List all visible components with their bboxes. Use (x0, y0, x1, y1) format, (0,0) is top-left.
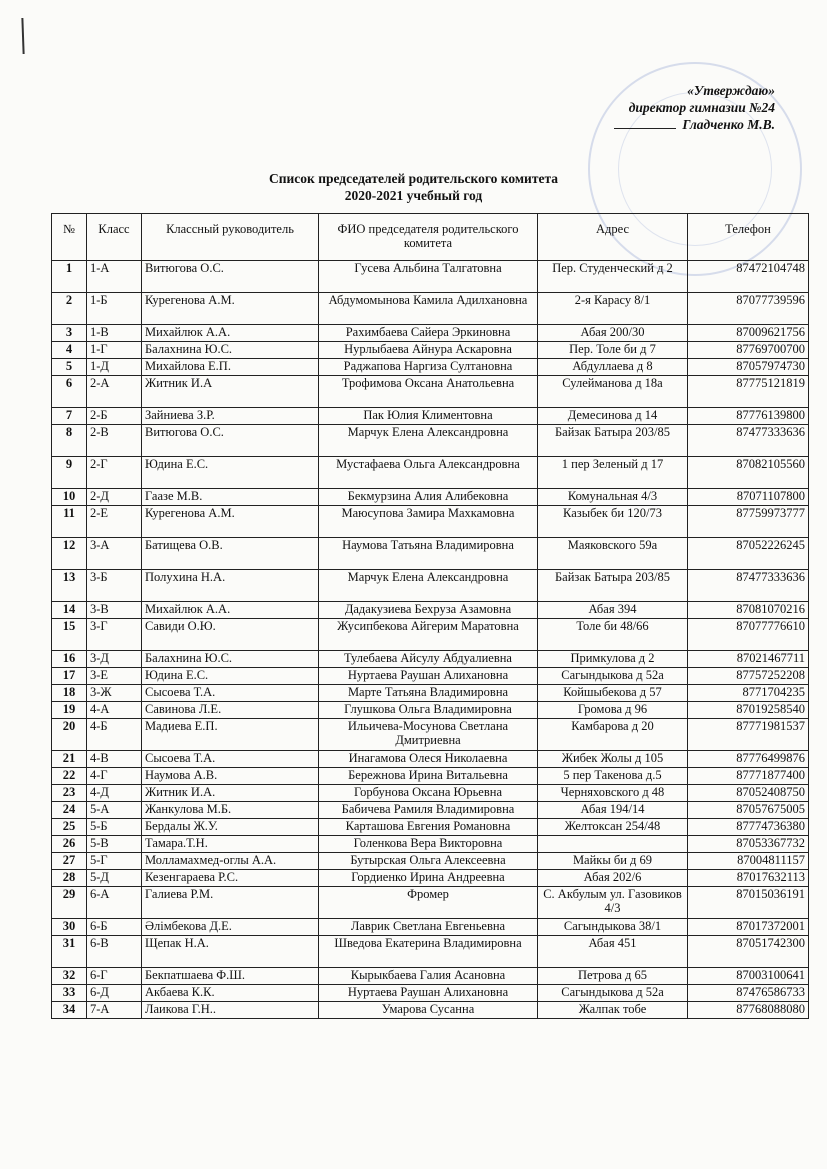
row-teacher: Лаикова Г.Н.. (142, 1002, 319, 1019)
row-class: 4-В (87, 751, 142, 768)
row-class: 3-Е (87, 668, 142, 685)
row-chairman: Карташова Евгения Романовна (319, 819, 538, 836)
row-class: 3-А (87, 538, 142, 570)
row-number: 20 (52, 719, 87, 751)
table-row (52, 768, 809, 785)
row-class: 4-А (87, 702, 142, 719)
row-teacher: Сысоева Т.А. (142, 751, 319, 768)
row-teacher: Михайлюк А.А. (142, 602, 319, 619)
row-teacher: Бердалы Ж.У. (142, 819, 319, 836)
row-address: 5 пер Такенова д.5 (538, 768, 688, 785)
row-teacher: Молламахмед-оглы А.А. (142, 853, 319, 870)
row-phone: 87776499876 (688, 751, 809, 768)
row-chairman: Фромер (319, 887, 538, 919)
row-address: Сагындыкова д 52а (538, 668, 688, 685)
row-teacher: Юдина Е.С. (142, 668, 319, 685)
row-phone: 87082105560 (688, 457, 809, 489)
row-class: 7-А (87, 1002, 142, 1019)
row-class: 6-Б (87, 919, 142, 936)
table-row (52, 685, 809, 702)
row-class: 3-В (87, 602, 142, 619)
row-number: 10 (52, 489, 87, 506)
row-class: 3-Г (87, 619, 142, 651)
table-row (52, 819, 809, 836)
table-row (52, 919, 809, 936)
row-teacher: Наумова А.В. (142, 768, 319, 785)
row-number: 29 (52, 887, 87, 919)
signature-line (614, 128, 676, 129)
row-number: 4 (52, 342, 87, 359)
row-number: 3 (52, 325, 87, 342)
row-teacher: Бекпатшаева Ф.Ш. (142, 968, 319, 985)
row-phone: 87052226245 (688, 538, 809, 570)
row-class: 5-Д (87, 870, 142, 887)
row-class: 6-В (87, 936, 142, 968)
title-line1: Список председателей родительского комитета (269, 171, 558, 186)
row-phone: 87052408750 (688, 785, 809, 802)
row-chairman: Глушкова Ольга Владимировна (319, 702, 538, 719)
row-number: 23 (52, 785, 87, 802)
table-row (52, 570, 809, 602)
row-number: 21 (52, 751, 87, 768)
row-phone: 87771981537 (688, 719, 809, 751)
row-address: Сагындыкова д 52а (538, 985, 688, 1002)
row-chairman: Кырыкбаева Галия Асановна (319, 968, 538, 985)
row-chairman: Абдумомынова Камила Адилхановна (319, 293, 538, 325)
header-address: Адрес (538, 214, 688, 261)
row-address: Сулейманова д 18а (538, 376, 688, 408)
row-chairman: Марчук Елена Александровна (319, 570, 538, 602)
row-phone: 87077776610 (688, 619, 809, 651)
row-address: Байзак Батыра 203/85 (538, 425, 688, 457)
row-chairman: Нуртаева Раушан Алихановна (319, 985, 538, 1002)
row-teacher: Житник И.А (142, 376, 319, 408)
row-number: 2 (52, 293, 87, 325)
row-phone: 87017372001 (688, 919, 809, 936)
row-address: С. Акбулым ул. Газовиков 4/3 (538, 887, 688, 919)
row-class: 1-Б (87, 293, 142, 325)
table-row (52, 1002, 809, 1019)
row-chairman: Горбунова Оксана Юрьевна (319, 785, 538, 802)
table-row (52, 342, 809, 359)
row-address: Петрова д 65 (538, 968, 688, 985)
row-chairman: Марте Татьяна Владимировна (319, 685, 538, 702)
header-class: Класс (87, 214, 142, 261)
row-address: Абая 394 (538, 602, 688, 619)
row-phone: 87004811157 (688, 853, 809, 870)
row-class: 2-Д (87, 489, 142, 506)
table-row (52, 457, 809, 489)
row-number: 30 (52, 919, 87, 936)
row-number: 9 (52, 457, 87, 489)
row-number: 17 (52, 668, 87, 685)
row-teacher: Витюгова О.С. (142, 425, 319, 457)
row-phone: 87015036191 (688, 887, 809, 919)
row-teacher: Әлімбекова Д.Е. (142, 919, 319, 936)
row-phone: 87477333636 (688, 425, 809, 457)
row-chairman: Бутырская Ольга Алексеевна (319, 853, 538, 870)
row-address: Жалпак тобе (538, 1002, 688, 1019)
row-address: Майкы би д 69 (538, 853, 688, 870)
row-address: Толе би 48/66 (538, 619, 688, 651)
row-number: 1 (52, 261, 87, 293)
row-phone: 87017632113 (688, 870, 809, 887)
row-chairman: Бережнова Ирина Витальевна (319, 768, 538, 785)
row-phone: 87071107800 (688, 489, 809, 506)
approval-line3 (614, 116, 775, 133)
table-row (52, 668, 809, 685)
row-number: 33 (52, 985, 87, 1002)
row-class: 6-Д (87, 985, 142, 1002)
table-row (52, 538, 809, 570)
table-row (52, 719, 809, 751)
row-address: Абая 451 (538, 936, 688, 968)
row-teacher: Михайлова Е.П. (142, 359, 319, 376)
row-class: 2-Е (87, 506, 142, 538)
row-class: 2-А (87, 376, 142, 408)
row-teacher: Батищева О.В. (142, 538, 319, 570)
row-teacher: Савинова Л.Е. (142, 702, 319, 719)
table-row (52, 425, 809, 457)
row-address: Абдуллаева д 8 (538, 359, 688, 376)
row-teacher: Балахнина Ю.С. (142, 651, 319, 668)
row-address: Байзак Батыра 203/85 (538, 570, 688, 602)
row-chairman: Голенкова Вера Викторовна (319, 836, 538, 853)
row-phone: 87053367732 (688, 836, 809, 853)
row-teacher: Мадиева Е.П. (142, 719, 319, 751)
row-address: Комунальная 4/3 (538, 489, 688, 506)
committee-table (51, 213, 809, 1019)
row-teacher: Юдина Е.С. (142, 457, 319, 489)
row-chairman: Умарова Сусанна (319, 1002, 538, 1019)
row-phone: 87768088080 (688, 1002, 809, 1019)
row-address (538, 836, 688, 853)
row-teacher: Полухина Н.А. (142, 570, 319, 602)
row-phone: 87019258540 (688, 702, 809, 719)
header-teacher: Классный руководитель (142, 214, 319, 261)
row-address: 2-я Карасу 8/1 (538, 293, 688, 325)
row-chairman: Раджапова Наргиза Султановна (319, 359, 538, 376)
row-phone: 87472104748 (688, 261, 809, 293)
row-address: Абая 202/6 (538, 870, 688, 887)
row-class: 5-Б (87, 819, 142, 836)
row-chairman: Дадакузиева Бехруза Азамовна (319, 602, 538, 619)
row-phone: 87077739596 (688, 293, 809, 325)
table-row (52, 936, 809, 968)
row-address: 1 пер Зеленый д 17 (538, 457, 688, 489)
row-chairman: Пак Юлия Климентовна (319, 408, 538, 425)
row-chairman: Инагамова Олеся Николаевна (319, 751, 538, 768)
approval-line2: директор гимназии №24 (628, 100, 775, 115)
table-row (52, 261, 809, 293)
row-chairman: Жусипбекова Айгерим Маратовна (319, 619, 538, 651)
table-row (52, 376, 809, 408)
row-number: 16 (52, 651, 87, 668)
row-class: 5-В (87, 836, 142, 853)
table-row (52, 506, 809, 538)
row-teacher: Галиева Р.М. (142, 887, 319, 919)
table-header-row (52, 214, 809, 261)
row-phone: 87081070216 (688, 602, 809, 619)
table-row (52, 602, 809, 619)
row-phone: 87776139800 (688, 408, 809, 425)
row-teacher: Михайлюк А.А. (142, 325, 319, 342)
row-address: Койшыбекова д 57 (538, 685, 688, 702)
row-phone: 87771877400 (688, 768, 809, 785)
row-address: Маяковского 59а (538, 538, 688, 570)
row-teacher: Сысоева Т.А. (142, 685, 319, 702)
row-chairman: Наумова Татьяна Владимировна (319, 538, 538, 570)
table-row (52, 751, 809, 768)
row-number: 8 (52, 425, 87, 457)
row-number: 18 (52, 685, 87, 702)
table-row (52, 619, 809, 651)
row-chairman: Марчук Елена Александровна (319, 425, 538, 457)
row-chairman: Ильичева-Мосунова Светлана Дмитриевна (319, 719, 538, 751)
header-number: № (52, 214, 87, 261)
table-body (52, 261, 809, 1019)
row-chairman: Маюсупова Замира Махкамовна (319, 506, 538, 538)
row-class: 1-Г (87, 342, 142, 359)
row-phone: 87757252208 (688, 668, 809, 685)
header-chairman: ФИО председателя родительского комитета (319, 214, 538, 261)
table-row (52, 293, 809, 325)
row-number: 6 (52, 376, 87, 408)
row-teacher: Тамара.Т.Н. (142, 836, 319, 853)
row-phone: 87009621756 (688, 325, 809, 342)
row-number: 12 (52, 538, 87, 570)
row-address: Сагындыкова 38/1 (538, 919, 688, 936)
table-row (52, 836, 809, 853)
row-number: 26 (52, 836, 87, 853)
row-chairman: Нурлыбаева Айнура Аскаровна (319, 342, 538, 359)
row-number: 15 (52, 619, 87, 651)
row-address: Жибек Жолы д 105 (538, 751, 688, 768)
row-chairman: Бабичева Рамиля Владимировна (319, 802, 538, 819)
row-chairman: Мустафаева Ольга Александровна (319, 457, 538, 489)
row-chairman: Гордиенко Ирина Андреевна (319, 870, 538, 887)
table-row (52, 408, 809, 425)
row-teacher: Гаазе М.В. (142, 489, 319, 506)
row-class: 1-Д (87, 359, 142, 376)
row-teacher: Зайниева З.Р. (142, 408, 319, 425)
row-teacher: Житник И.А. (142, 785, 319, 802)
table-row (52, 651, 809, 668)
row-address: Пер. Толе би д 7 (538, 342, 688, 359)
row-address: Демесинова д 14 (538, 408, 688, 425)
row-phone: 87775121819 (688, 376, 809, 408)
row-number: 11 (52, 506, 87, 538)
row-teacher: Курегенова А.М. (142, 506, 319, 538)
table-row (52, 985, 809, 1002)
row-chairman: Нуртаева Раушан Алихановна (319, 668, 538, 685)
row-class: 2-Б (87, 408, 142, 425)
table-row (52, 887, 809, 919)
row-phone: 87051742300 (688, 936, 809, 968)
row-teacher: Савиди О.Ю. (142, 619, 319, 651)
approval-block (614, 82, 775, 133)
row-teacher: Курегенова А.М. (142, 293, 319, 325)
row-class: 3-Б (87, 570, 142, 602)
table-row (52, 968, 809, 985)
row-phone: 87003100641 (688, 968, 809, 985)
row-address: Камбарова д 20 (538, 719, 688, 751)
row-address: Громова д 96 (538, 702, 688, 719)
header-phone: Телефон (688, 214, 809, 261)
row-class: 4-Г (87, 768, 142, 785)
row-address: Черняховского д 48 (538, 785, 688, 802)
row-address: Абая 194/14 (538, 802, 688, 819)
row-number: 7 (52, 408, 87, 425)
row-chairman: Рахимбаева Сайера Эркиновна (319, 325, 538, 342)
row-chairman: Лаврик Светлана Евгеньевна (319, 919, 538, 936)
row-class: 1-А (87, 261, 142, 293)
row-number: 13 (52, 570, 87, 602)
row-number: 24 (52, 802, 87, 819)
row-phone: 87057974730 (688, 359, 809, 376)
row-class: 4-Д (87, 785, 142, 802)
row-address: Абая 200/30 (538, 325, 688, 342)
row-class: 5-А (87, 802, 142, 819)
row-chairman: Шведова Екатерина Владимировна (319, 936, 538, 968)
row-phone: 87476586733 (688, 985, 809, 1002)
approval-line1: «Утверждаю» (687, 83, 775, 98)
row-phone: 8771704235 (688, 685, 809, 702)
row-class: 6-А (87, 887, 142, 919)
row-number: 25 (52, 819, 87, 836)
row-chairman: Трофимова Оксана Анатольевна (319, 376, 538, 408)
row-class: 3-Ж (87, 685, 142, 702)
row-number: 31 (52, 936, 87, 968)
row-number: 19 (52, 702, 87, 719)
row-teacher: Щепак Н.А. (142, 936, 319, 968)
table-row (52, 359, 809, 376)
row-number: 22 (52, 768, 87, 785)
row-chairman: Тулебаева Айсулу Абдуалиевна (319, 651, 538, 668)
row-number: 32 (52, 968, 87, 985)
row-address: Казыбек би 120/73 (538, 506, 688, 538)
table-row (52, 802, 809, 819)
row-class: 6-Г (87, 968, 142, 985)
row-number: 28 (52, 870, 87, 887)
row-phone: 87774736380 (688, 819, 809, 836)
table-row (52, 489, 809, 506)
row-phone: 87769700700 (688, 342, 809, 359)
row-number: 14 (52, 602, 87, 619)
row-number: 5 (52, 359, 87, 376)
row-class: 2-В (87, 425, 142, 457)
table-row (52, 325, 809, 342)
table-row (52, 702, 809, 719)
row-number: 34 (52, 1002, 87, 1019)
row-phone: 87021467711 (688, 651, 809, 668)
table-row (52, 870, 809, 887)
table-row (52, 853, 809, 870)
title-line2: 2020-2021 учебный год (344, 188, 483, 203)
row-teacher: Акбаева К.К. (142, 985, 319, 1002)
row-chairman: Бекмурзина Алия Алибековна (319, 489, 538, 506)
row-address: Пер. Студенческий д 2 (538, 261, 688, 293)
row-number: 27 (52, 853, 87, 870)
row-chairman: Гусева Альбина Талгатовна (319, 261, 538, 293)
row-class: 1-В (87, 325, 142, 342)
table-row (52, 785, 809, 802)
row-teacher: Кезенгараева Р.С. (142, 870, 319, 887)
row-class: 5-Г (87, 853, 142, 870)
row-class: 2-Г (87, 457, 142, 489)
row-address: Примкулова д 2 (538, 651, 688, 668)
scan-mark (21, 18, 24, 54)
row-class: 3-Д (87, 651, 142, 668)
row-address: Желтоксан 254/48 (538, 819, 688, 836)
row-phone: 87477333636 (688, 570, 809, 602)
row-teacher: Жанкулова М.Б. (142, 802, 319, 819)
row-phone: 87057675005 (688, 802, 809, 819)
director-name: Гладченко М.В. (682, 117, 775, 132)
document-title (0, 170, 827, 204)
row-class: 4-Б (87, 719, 142, 751)
row-phone: 87759973777 (688, 506, 809, 538)
row-teacher: Балахнина Ю.С. (142, 342, 319, 359)
row-teacher: Витюгова О.С. (142, 261, 319, 293)
